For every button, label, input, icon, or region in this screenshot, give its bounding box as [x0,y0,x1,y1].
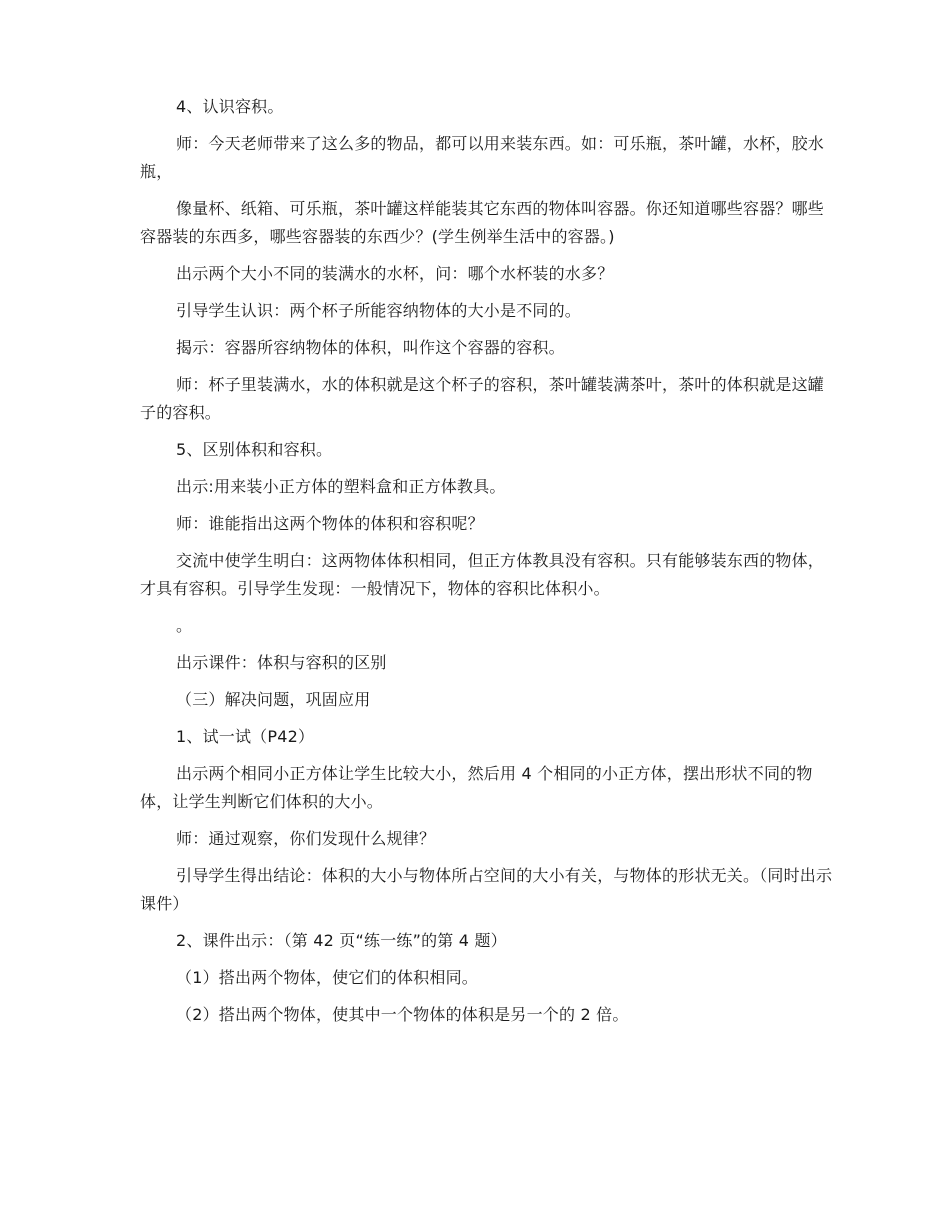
list-item: （1）搭出两个物体，使它们的体积相同。 [176,968,478,987]
heading-courseware: 2、课件出示：（第 42 页“练一练”的第 4 题） [176,931,507,950]
paragraph: 引导学生认识：两个杯子所能容纳物体的大小是不同的。 [176,301,582,320]
paragraph: 出示课件：体积与容积的区别 [176,653,387,672]
paragraph: 师：通过观察，你们发现什么规律？ [176,829,436,848]
paragraph: 师：谁能指出这两个物体的体积和容积呢？ [176,514,484,533]
section-heading: （三）解决问题，巩固应用 [176,690,371,709]
paragraph: 出示两个相同小正方体让学生比较大小，然后用 4 个相同的小正方体，摆出形状不同的物体，让学生判断它们体积的大小。 [140,764,813,811]
paragraph: 师：杯子里装满水，水的体积就是这个杯子的容积，茶叶罐装满茶叶，茶叶的体积就是这罐子的容积。 [140,375,825,422]
paragraph: 揭示：容器所容纳物体的体积，叫作这个容器的容积。 [176,338,565,357]
heading-distinguish-volume-capacity: 5、区别体积和容积。 [176,440,333,459]
paragraph: 。 [176,616,193,635]
paragraph: 引导学生得出结论：体积的大小与物体所占空间的大小有关，与物体的形状无关。（同时出示课件） [140,866,833,913]
paragraph: 师：今天老师带来了这么多的物品，都可以用来装东西。如：可乐瓶，茶叶罐，水杯，胶水瓶， [140,134,825,181]
paragraph: 出示两个大小不同的装满水的水杯，问：哪个水杯装的水多？ [176,264,614,283]
list-item: （2）搭出两个物体，使其中一个物体的体积是另一个的 2 倍。 [176,1005,629,1024]
paragraph: 交流中使学生明白：这两物体体积相同，但正方体教具没有容积。只有能够装东西的物体，才具有容积。引导学生发现：一般情况下，物体的容积比体积小。 [140,551,825,598]
heading-try-it: 1、试一试（P42） [176,727,315,746]
paragraph: 出示:用来装小正方体的塑料盒和正方体教具。 [176,477,506,496]
document-body [140,93,840,1038]
paragraph: 像量杯、纸箱、可乐瓶，茶叶罐这样能装其它东西的物体叫容器。你还知道哪些容器？哪些容器装的东西多，哪些容器装的东西少？(学生例举生活中的容器。) [140,199,825,246]
heading-recognize-capacity: 4、认识容积。 [176,97,284,116]
